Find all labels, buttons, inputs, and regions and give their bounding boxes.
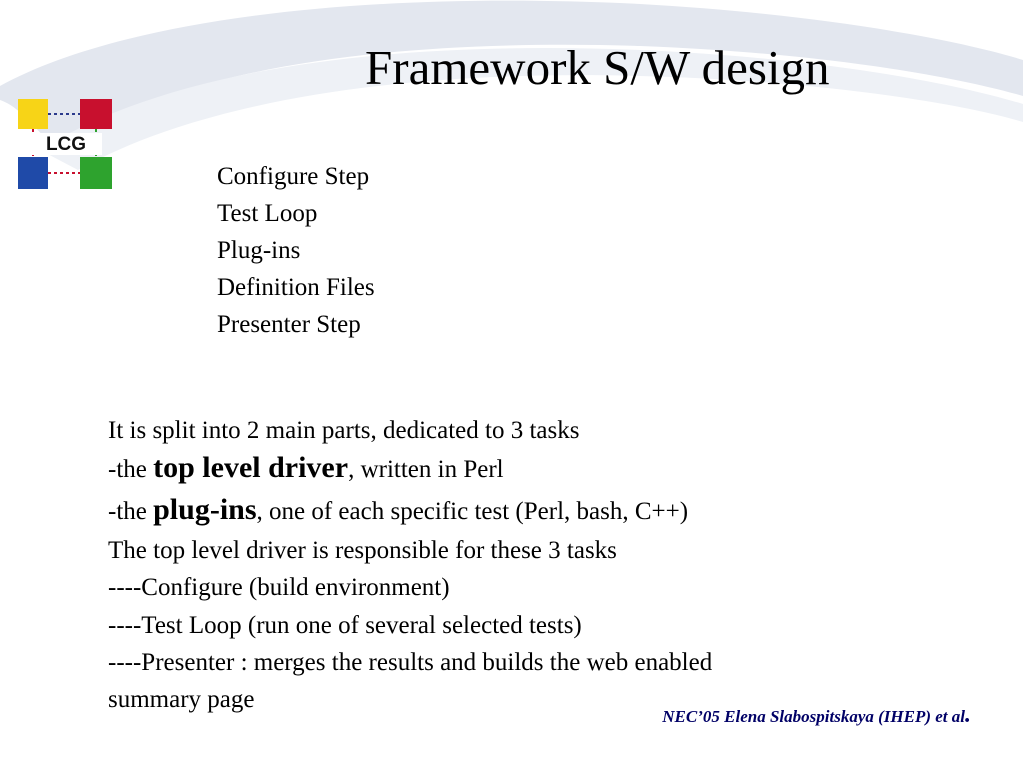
line-suffix: , written in Perl [348,456,504,484]
body-line-responsible: The top level driver is responsible for these 3 tasks [108,536,617,564]
outline-item: Test Loop [217,200,318,227]
outline-item: Definition Files [217,274,375,301]
lcg-logo [18,99,114,191]
body-line-split: It is split into 2 main parts, dedicated to 3 tasks [108,417,580,444]
slide-title: Framework S/W design [365,40,830,95]
outline-item: Configure Step [217,163,370,190]
outline-list [217,158,375,343]
body-line-summary: summary page [108,686,255,714]
body-text [108,412,908,719]
emphasis-plug-ins: plug-ins [153,492,257,526]
decorative-swoosh [0,0,1023,220]
line-suffix: , one of each specific test (Perl, bash, C++) [256,497,689,525]
line-prefix: -the [108,456,154,484]
body-line-configure: ----Configure (build environment) [108,574,450,602]
body-line-presenter: ----Presenter : merges the results and builds the web enabled [108,648,713,676]
footer-credit [662,702,971,729]
outline-item: Plug-ins [217,237,301,264]
emphasis-top-level-driver: top level driver [153,451,349,485]
footer-dot: . [965,702,971,728]
outline-item: Presenter Step [217,311,361,338]
line-prefix: -the [108,497,154,525]
lcg-logo-text: LCG [45,134,87,155]
body-line-driver [108,449,908,486]
footer-text: NEC’05 Elena Slabospitskaya (IHEP) et al [662,707,965,726]
body-line-test-loop: ----Test Loop (run one of several selected tests) [108,611,582,639]
body-line-plugins [108,487,908,532]
